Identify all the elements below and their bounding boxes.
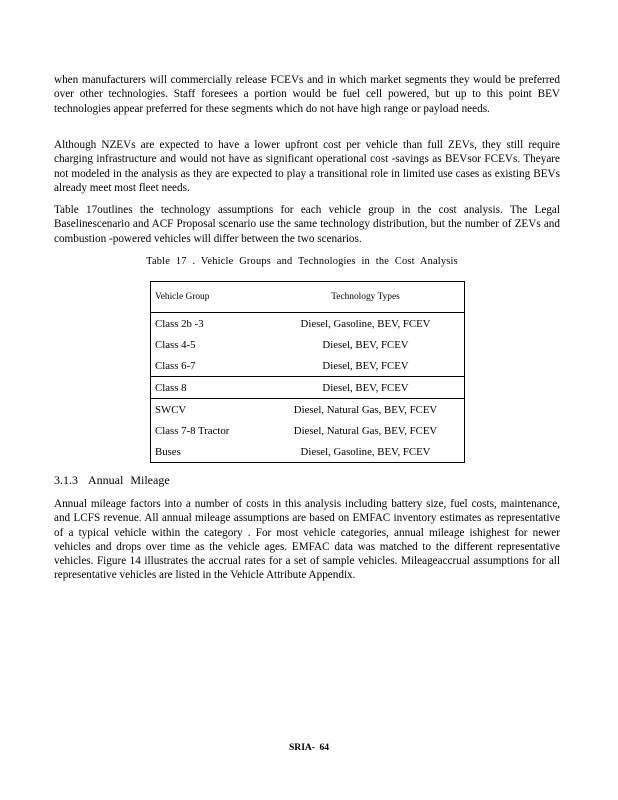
header-technology-types: Technology Types — [331, 292, 400, 302]
table-row — [151, 377, 465, 399]
vehicle-technology-table — [150, 281, 465, 463]
paragraph-nzevs: Although NZEVs are expected to have a lower upfront cost per vehicle than full ZEVs, they still require charging infrastructure and would not have as significant operational cost -savings as BEVsor FCEVs. Theyare not modeled in the analysis as they are expected to play a transitional role in limited use cases as existing BEVs already meet most fleet needs. — [54, 139, 560, 194]
technology-cell: Diesel, BEV, FCEV — [322, 359, 409, 372]
page-footer: SRIA- 64 — [288, 742, 330, 753]
table-row — [151, 441, 465, 463]
technology-cell: Diesel, Gasoline, BEV, FCEV — [267, 313, 465, 335]
paragraph-fcev-market: when manufacturers will commercially release FCEVs and in which market segments they would be preferred over other technologies. Staff foresees a portion would be fuel cell powered, but up to this point BEV technologies appear preferred for these segments which do not have high range or payload needs. — [54, 74, 560, 115]
vehicle-group-cell: Class 2b -3 — [151, 313, 268, 335]
technology-cell: Diesel, Natural Gas, BEV, FCEV — [267, 399, 465, 421]
header-vehicle-group: Vehicle Group — [155, 292, 210, 302]
table-row — [151, 334, 465, 355]
section-title: Annual Mileage — [88, 473, 170, 487]
vehicle-group-cell: SWCV — [151, 399, 268, 421]
table-row — [151, 313, 465, 335]
table-caption: Table 17 . Vehicle Groups and Technologies in the Cost Analysis — [146, 256, 458, 267]
section-number: 3.1.3 — [54, 473, 78, 487]
technology-cell: Diesel, BEV, FCEV — [322, 338, 409, 351]
technology-cell: Diesel, Gasoline, BEV, FCEV — [300, 445, 431, 458]
vehicle-group-cell: Buses — [155, 445, 181, 458]
paragraph-table-intro: Table 17outlines the technology assumptions for each vehicle group in the cost analysis. The Legal Baselinescenario and ACF Proposal scenario use the same technology distribution, but the number of ZEVs and combustion -powered vehicles will differ between the two scenarios. — [54, 204, 560, 245]
technology-cell: Diesel, BEV, FCEV — [267, 377, 465, 399]
section-heading — [54, 473, 170, 488]
technology-cell: Diesel, Natural Gas, BEV, FCEV — [293, 424, 438, 437]
vehicle-group-cell: Class 4-5 — [155, 338, 196, 351]
vehicle-group-cell: Class 8 — [151, 377, 268, 399]
vehicle-group-cell: Class 7-8 Tractor — [155, 424, 230, 437]
table-row — [151, 420, 465, 441]
table-row — [151, 355, 465, 377]
table-header-row — [151, 282, 465, 313]
table-row — [151, 399, 465, 421]
paragraph-annual-mileage: Annual mileage factors into a number of costs in this analysis including battery size, fuel costs, maintenance, and LCFS revenue. All annual mileage assumptions are based on EMFAC inventory estimates as representative of a typical vehicle within the category . For most vehicle categories, annual mileage ishighest for newer vehicles and drops over time as the vehicle ages. EMFAC data was matched to the different representative vehicles. Figure 14 illustrates the accrual rates for a set of sample vehicles. Mileageaccrual assumptions for all representative vehicles are listed in the Vehicle Attribute Appendix. — [54, 498, 560, 582]
vehicle-group-cell: Class 6-7 — [155, 359, 196, 372]
